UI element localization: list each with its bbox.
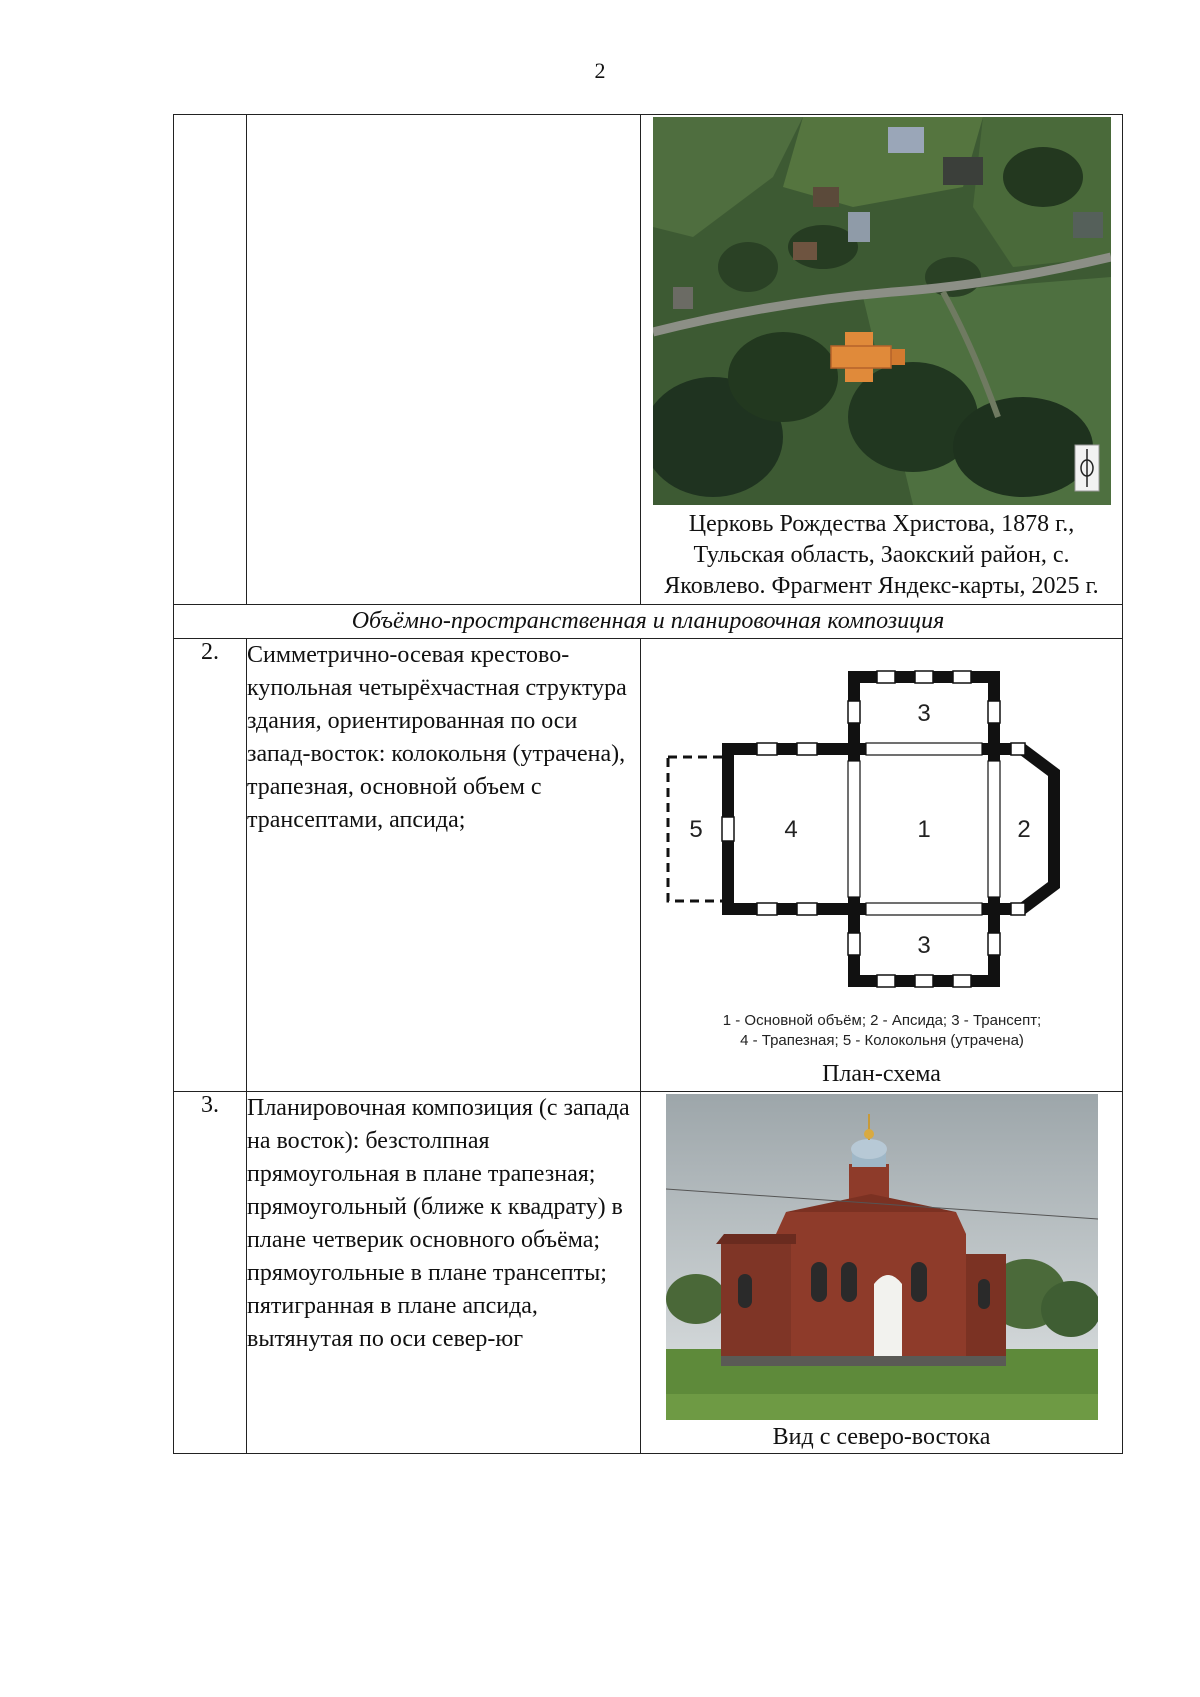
row-number: 3. (174, 1092, 247, 1454)
map-caption: Церковь Рождества Христова, 1878 г., Тульская область, Заокский район, с. Яковлево. Фрагмент Яндекс-карты, 2025 г. (664, 511, 1099, 599)
north-arrow-icon (1075, 445, 1099, 491)
row-description: Планировочная композиция (с запада на восток): безстолпная прямоугольная в плане трапезная; прямоугольный (ближе к квадрату) в плане четверик основного объёма; прямоугольные в плане трансепты; пятигранная в плане апсида, вытянутая по оси север-юг (247, 1092, 641, 1454)
plan-label-main: 1 (916, 816, 931, 843)
plan-label-refectory: 4 (783, 816, 798, 843)
row-number: 2. (174, 639, 247, 1092)
photo-caption: Вид с северо-востока (772, 1424, 991, 1450)
church-photo-image (666, 1094, 1098, 1420)
plan-label-transept-north: 3 (916, 700, 931, 727)
plan-label-belltower: 5 (688, 816, 703, 843)
description-cell-empty (247, 115, 641, 605)
plan-label-transept-south: 3 (916, 932, 931, 959)
plan-label-apse: 2 (1016, 816, 1031, 843)
document-table (173, 114, 1123, 1454)
row-number-cell-empty (174, 115, 247, 605)
plan-cell (641, 639, 1123, 1092)
page-number: 2 (594, 58, 606, 83)
table-row-plan (174, 639, 1123, 1092)
plan-legend-line-1: 1 - Основной объём; 2 - Апсида; 3 - Трансепт; (722, 1012, 1041, 1029)
section-title: Объёмно-пространственная и планировочная композиция (174, 605, 1123, 639)
plan-legend-line-2: 4 - Трапезная; 5 - Колокольня (утрачена) (739, 1032, 1024, 1049)
floor-plan-diagram (662, 649, 1102, 1059)
table-row-map (174, 115, 1123, 605)
photo-cell (641, 1092, 1123, 1454)
satellite-map-image (653, 117, 1111, 505)
table-row-photo (174, 1092, 1123, 1454)
map-cell (641, 115, 1123, 605)
row-description: Симметрично-осевая крестово-купольная четырёхчастная структура здания, ориентированная по оси запад-восток: колокольня (утрачена), трапезная, основной объем с трансептами, апсида; (247, 639, 641, 1092)
plan-caption: План-схема (822, 1061, 941, 1087)
section-header-row (174, 605, 1123, 639)
